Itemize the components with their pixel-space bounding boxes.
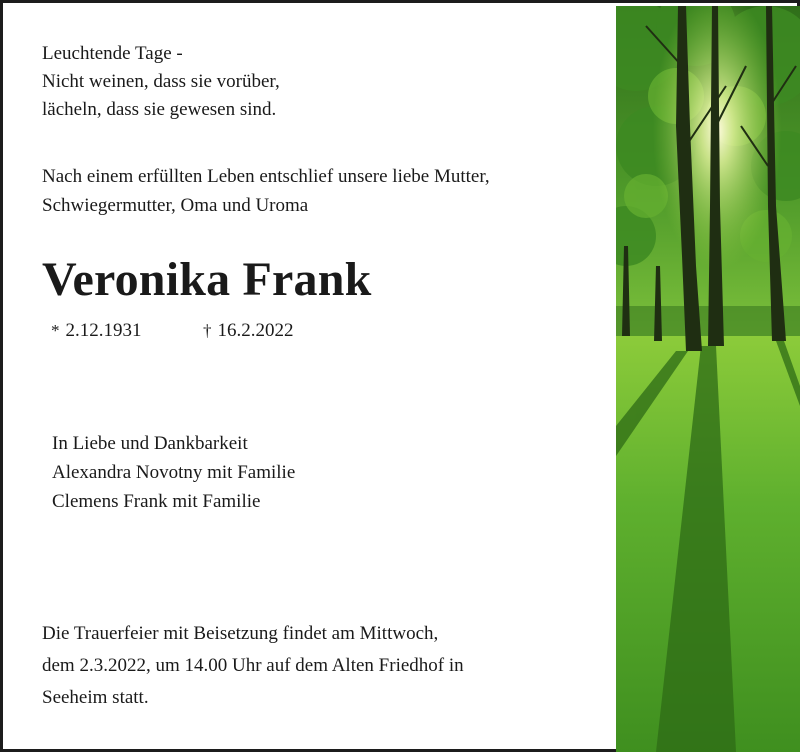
poem-line: Nicht weinen, dass sie vorüber, (42, 71, 280, 92)
funeral-line: dem 2.3.2022, um 14.00 Uhr auf dem Alten Friedhof in (42, 655, 464, 676)
mourners-block (52, 429, 295, 516)
birth-star-icon: * (51, 321, 60, 340)
poem-line: lächeln, dass sie gewesen sind. (42, 99, 277, 120)
death-date: 16.2.2022 (217, 320, 294, 341)
birth-date-group (51, 319, 142, 343)
text-column (6, 6, 613, 752)
death-cross-icon: † (203, 321, 212, 340)
death-date-group (203, 319, 294, 343)
memorial-poem (42, 40, 280, 124)
mourner-line: Clemens Frank mit Familie (52, 491, 261, 512)
deceased-name: Veronika Frank (42, 253, 372, 306)
mourner-line: Alexandra Novotny mit Familie (52, 462, 296, 483)
poem-line: Leuchtende Tage - (42, 43, 183, 64)
park-trees-photo (616, 6, 800, 752)
funeral-line: Seeheim statt. (42, 687, 149, 708)
funeral-line: Die Trauerfeier mit Beisetzung findet am Mittwoch, (42, 623, 439, 644)
birth-date: 2.12.1931 (65, 320, 142, 341)
announcement-intro (42, 162, 490, 220)
funeral-details (42, 618, 602, 714)
mourner-line: In Liebe und Dankbarkeit (52, 433, 248, 454)
intro-line: Nach einem erfüllten Leben entschlief unsere liebe Mutter, (42, 166, 490, 187)
intro-line: Schwiegermutter, Oma und Uroma (42, 195, 309, 216)
